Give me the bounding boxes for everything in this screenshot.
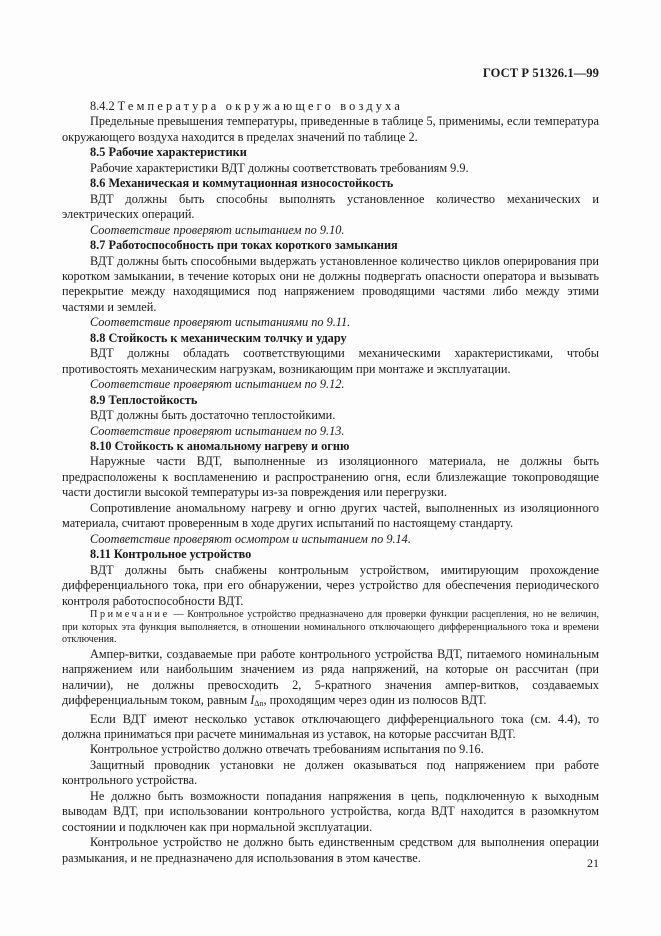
current-symbol: I [250,693,255,708]
standard-header: ГОСТ Р 51326.1—99 [482,66,599,80]
paragraph: ВДТ должны обладать соответствующими механическими характеристиками, чтобы противостоять механическим нагрузкам, возникающим при монтаже и эксплуатации. [62,346,599,376]
section-heading: 8.5 Рабочие характеристики [90,145,247,160]
subsection-8-4-2-heading [62,99,599,114]
paragraph: ВДТ должны быть способны выполнять установленное количество механических и электрических операций. [62,191,599,222]
paragraph: ВДТ должны быть достаточно теплостойкими. [90,408,336,423]
paragraph: Рабочие характеристики ВДТ должны соответствовать требованиям 9.9. [90,160,469,175]
section-heading: 8.8 Стойкость к механическим толчку и удару [90,330,347,345]
compliance-note: Соответствие проверяют испытаниями по 9.11. [90,315,351,330]
paragraph: ВДТ должны быть способными выдержать установленное количество циклов оперирования при коротком замыкании, в течение которых они не должны подвергать опасности оператора и вызывать перекрытие между находящимися под напряжением проводящими частями либо между этими частями и землей. [62,253,599,314]
paragraph-text: Ампер-витки, создаваемые при работе контрольного устройства ВДТ, питаемого номинальным напряжением или наибольшим значением из ряда напряжений, на которые он рассчитан (при наличии), не должны превосходить 2, 5-кратного значения ампер-витков, создаваемых дифференциальным током, равным [62,646,599,708]
paragraph-text: , проходящим через один из полюсов ВДТ. [263,693,487,708]
compliance-note: Соответствие проверяют испытанием по 9.13. [90,423,345,438]
paragraph: Наружные части ВДТ, выполненные из изоляционного материала, не должны быть предрасположены к воспламенению и распространению огня, если близлежащие токопроводящие части достигли высокой температуры из-за повреждения или перегрузки. [62,454,599,500]
section-heading: 8.10 Стойкость к аномальному нагреву и огню [90,438,350,453]
section-heading: 8.9 Теплостойкость [90,392,198,407]
note-label: Примечание [90,608,170,620]
note [62,609,599,647]
paragraph: Защитный проводник установки не должен оказываться под напряжением при работе контрольного устройства. [62,757,599,788]
page-number: 21 [587,856,599,870]
page-body [62,99,599,866]
paragraph: Предельные превышения температуры, приведенные в таблице 5, применимы, если температура окружающего воздуха находится в пределах значений по таблице 2. [62,114,599,144]
paragraph [62,647,599,712]
compliance-note: Соответствие проверяют испытанием по 9.12. [90,377,345,392]
compliance-note: Соответствие проверяют осмотром и испытанием по 9.14. [90,531,411,546]
subsection-number: 8.4.2 [90,99,115,113]
current-subscript: Δn [254,699,264,709]
compliance-note: Соответствие проверяют испытанием по 9.10. [90,222,345,237]
paragraph: Если ВДТ имеют несколько уставок отключающего дифференциального тока (см. 4.4), то должна приниматься при расчете минимальная из уставок, на которые рассчитан ВДТ. [62,711,599,741]
section-heading: 8.11 Контрольное устройство [90,547,252,562]
note-text: — Контрольное устройство предназначено для проверки функции расцепления, но не величин, при которых эта функция выполняется, в отношении номинального отключающего дифференциального тока и времени отключения. [62,608,599,646]
paragraph: Контрольное устройство не должно быть единственным средством для выполнения операции размыкания, и не предназначено для использования в этом качестве. [62,835,599,865]
paragraph: Не должно быть возможности попадания напряжения в цепь, подключенную к выходным выводам ВДТ, при использовании контрольного устройства, когда ВДТ находится в разомкнутом состоянии и подключен как при нормальной эксплуатации. [62,788,599,834]
paragraph: Контрольное устройство должно отвечать требованиям испытания по 9.16. [90,742,484,757]
section-heading: 8.7 Работоспособность при токах короткого замыкания [90,238,398,253]
paragraph: ВДТ должны быть снабжены контрольным устройством, имитирующим прохождение дифференциального тока, при его обнаружении, через устройство для обеспечения периодического контроля работоспособности ВДТ. [62,562,599,608]
subsection-title: Температура окружающего воздуха [117,99,403,113]
paragraph: Сопротивление аномальному нагреву и огню других частей, выполненных из изоляционного материала, считают проверенным в ходе других испытаний по настоящему стандарту. [62,500,599,531]
section-heading: 8.6 Механическая и коммутационная износостойкость [90,176,394,191]
